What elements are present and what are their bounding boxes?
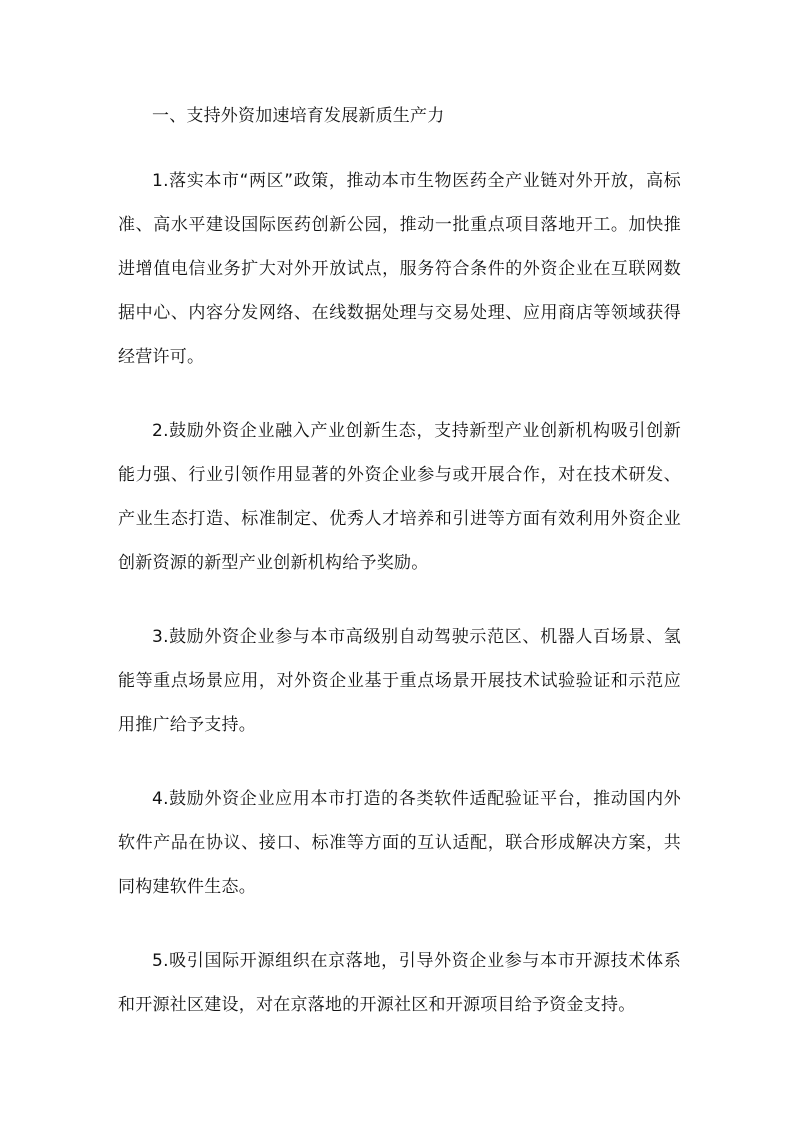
paragraph-4: 4.鼓励外资企业应用本市打造的各类软件适配验证平台，推动国内外软件产品在协议、接口、标准等方面的互认适配，联合形成解决方案，共同构建软件生态。 (118, 789, 681, 897)
paragraph-2: 2.鼓励外资企业融入产业创新生态，支持新型产业创新机构吸引创新能力强、行业引领作用显著的外资企业参与或开展合作，对在技术研发、产业生态打造、标准制定、优秀人才培养和引进等方面有效利用外资企业创新资源的新型产业创新机构给予奖励。 (118, 421, 681, 573)
paragraph-3: 3.鼓励外资企业参与本市高级别自动驾驶示范区、机器人百场景、氢能等重点场景应用，对外资企业基于重点场景开展技术试验验证和示范应用推广给予支持。 (118, 627, 681, 735)
paragraph-1: 1.落实本市“两区”政策，推动本市生物医药全产业链对外开放，高标准、高水平建设国际医药创新公园，推动一批重点项目落地开工。加快推进增值电信业务扩大对外开放试点，服务符合条件的外资企业在互联网数据中心、内容分发网络、在线数据处理与交易处理、应用商店等领域获得经营许可。 (118, 171, 681, 367)
section-heading: 一、支持外资加速培育发展新质生产力 (152, 106, 445, 126)
paragraph-5: 5.吸引国际开源组织在京落地，引导外资企业参与本市开源技术体系和开源社区建设，对在京落地的开源社区和开源项目给予资金支持。 (118, 951, 681, 1015)
